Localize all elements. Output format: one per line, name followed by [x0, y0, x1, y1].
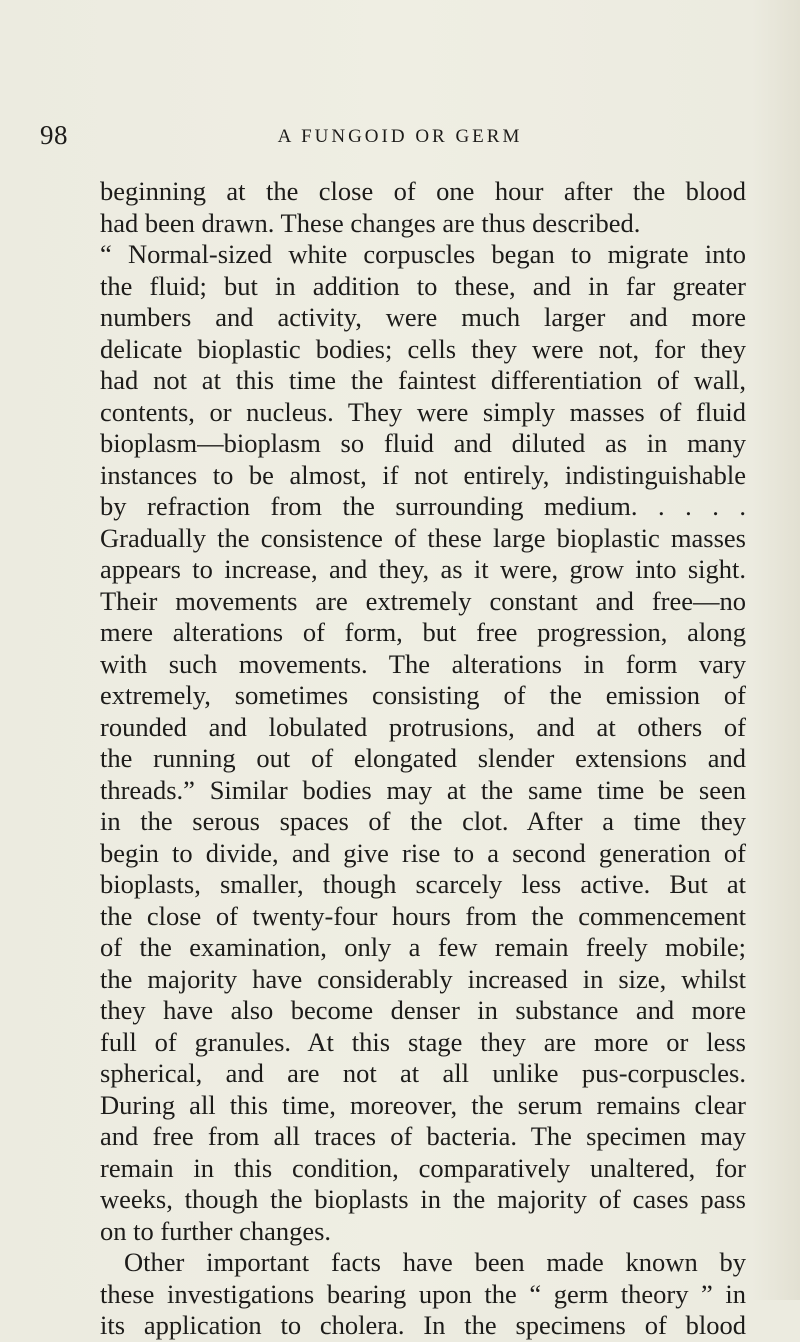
text-line: rounded and lobulated protrusions, and at others of [100, 711, 746, 742]
text-line: bioplasm—bioplasm so fluid and diluted as in many [100, 428, 746, 458]
page-number: 98 [40, 120, 68, 150]
text-line: bioplasts, smaller, though scarcely less active. But at [100, 869, 746, 899]
text-line: spherical, and are not at all unlike pus-corpuscles. [100, 1058, 746, 1088]
text-line: the majority have considerably increased in size, whilst [100, 963, 746, 994]
text-line: remain in this condition, comparatively unaltered, for [100, 1152, 746, 1183]
text-line: Other important facts have been made known by [124, 1247, 746, 1277]
page-header [40, 120, 760, 160]
text-line: instances to be almost, if not entirely, indistinguishable [100, 459, 746, 490]
text-line: weeks, though the bioplasts in the majority of cases pass [100, 1184, 746, 1214]
text-line: the close of twenty-four hours from the commencement [100, 900, 746, 931]
text-line: mere alterations of form, but free progression, along [100, 617, 746, 647]
text-line: of the examination, only a few remain freely mobile; [100, 932, 746, 962]
text-line: begin to divide, and give rise to a second generation of [100, 837, 746, 868]
text-line: Their movements are extremely constant and free—no [100, 585, 746, 616]
text-line: contents, or nucleus. They were simply masses of fluid [100, 396, 746, 427]
text-line: full of granules. At this stage they are more or less [100, 1026, 746, 1057]
text-line: the running out of elongated slender extensions and [100, 743, 746, 773]
running-head: A FUNGOID OR GERM [277, 126, 523, 147]
text-line: beginning at the close of one hour after the blood [100, 176, 746, 206]
text-line: numbers and activity, were much larger and more [100, 302, 746, 332]
text-line: the fluid; but in addition to these, and in far greater [100, 270, 746, 301]
text-line: “ Normal-sized white corpuscles began to migrate into [100, 239, 746, 269]
text-line: on to further changes. [100, 1215, 332, 1246]
text-line: appears to increase, and they, as it were, grow into sight. [100, 554, 746, 584]
text-line: in the serous spaces of the clot. After a time they [100, 806, 746, 836]
text-line: had been drawn. These changes are thus described. [100, 207, 641, 238]
text-line: its application to cholera. In the specimens of blood [100, 1310, 746, 1340]
body-text [100, 176, 746, 1342]
text-line: During all this time, moreover, the serum remains clear [100, 1089, 746, 1120]
text-line: Gradually the consistence of these large bioplastic masses [100, 522, 746, 553]
text-line: had not at this time the faintest differentiation of wall, [100, 365, 746, 395]
text-line: these investigations bearing upon the “ germ theory ” in [100, 1278, 746, 1309]
text-line: and free from all traces of bacteria. The specimen may [100, 1121, 746, 1151]
text-line: delicate bioplastic bodies; cells they were not, for they [100, 333, 746, 364]
text-line: with such movements. The alterations in form vary [100, 648, 746, 679]
text-line: by refraction from the surrounding medium. . . . . [100, 491, 746, 521]
text-line: extremely, sometimes consisting of the emission of [100, 680, 746, 710]
text-line: threads.” Similar bodies may at the same time be seen [100, 774, 746, 805]
text-line: they have also become denser in substance and more [100, 995, 746, 1025]
